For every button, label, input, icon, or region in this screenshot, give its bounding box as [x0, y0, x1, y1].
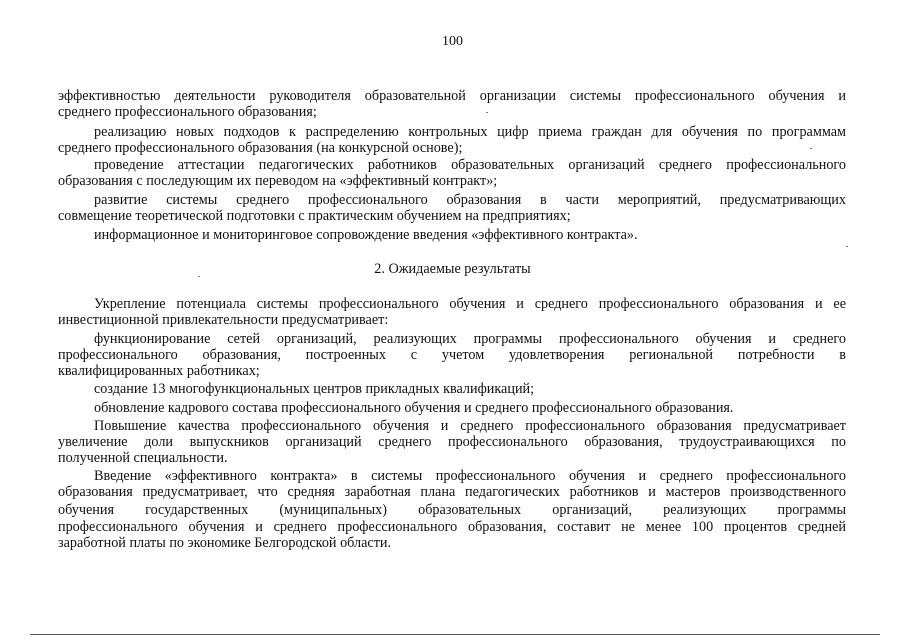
scan-speck [846, 246, 848, 247]
scan-speck [810, 148, 812, 149]
page-bottom-edge [30, 634, 880, 635]
text-line: эффективностью деятельности руководителя образовательной организации системы профессионального обучения и [58, 88, 846, 104]
text-line: проведение аттестации педагогических работников образовательных организаций среднего профессионального [94, 157, 846, 173]
text-line: развитие системы среднего профессионального образования в части мероприятий, предусматривающих [94, 192, 846, 208]
text-line: профессионального образования, построенных с учетом удовлетворения региональной потребности в [58, 347, 846, 363]
text-line: информационное и мониторинговое сопровождение введения «эффективного контракта». [94, 227, 638, 243]
text-line: среднего профессионального образования; [58, 104, 317, 120]
text-line: полученной специальности. [58, 450, 228, 466]
text-line: создание 13 многофункциональных центров прикладных квалификаций; [94, 381, 535, 397]
page-number: 100 [442, 34, 463, 49]
text-line: заработной платы по экономике Белгородской области. [58, 535, 392, 551]
text-line: совмещение теоретической подготовки с практическим обучением на предприятиях; [58, 208, 571, 224]
scan-speck [486, 112, 488, 113]
text-line: Повышение качества профессионального обучения и среднего профессионального образования предусматривает [94, 418, 846, 434]
text-line: увеличение доли выпускников организаций среднего профессионального образования, трудоустраивающихся по [58, 434, 846, 450]
text-line: образования с последующим их переводом на «эффективный контракт»; [58, 173, 498, 189]
text-line: профессионального обучения и среднего профессионального образования, составит не менее 100 процентов средней [58, 519, 846, 535]
text-line: обучения государственных (муниципальных) образовательных организаций, реализующих программы [58, 502, 846, 518]
text-line: среднего профессионального образования (на конкурсной основе); [58, 140, 463, 156]
text-line: квалифицированных работниках; [58, 363, 260, 379]
text-line: реализацию новых подходов к распределению контрольных цифр приема граждан для обучения по программам [94, 124, 846, 140]
scan-speck [198, 276, 200, 277]
text-line: Введение «эффективного контракта» в системы профессионального обучения и среднего профессионального [94, 468, 846, 484]
text-line: инвестиционной привлекательности предусматривает: [58, 312, 389, 328]
text-line: обновление кадрового состава профессионального обучения и среднего профессионального образования. [94, 400, 734, 416]
text-line: образования предусматривает, что средняя заработная плана педагогических работников и мастеров производственного [58, 484, 846, 500]
text-line: Укрепление потенциала системы профессионального обучения и среднего профессионального образования и ее [94, 296, 846, 312]
text-line: функционирование сетей организаций, реализующих программы профессионального обучения и среднего [94, 331, 846, 347]
section-2-heading: 2. Ожидаемые результаты [374, 261, 531, 277]
